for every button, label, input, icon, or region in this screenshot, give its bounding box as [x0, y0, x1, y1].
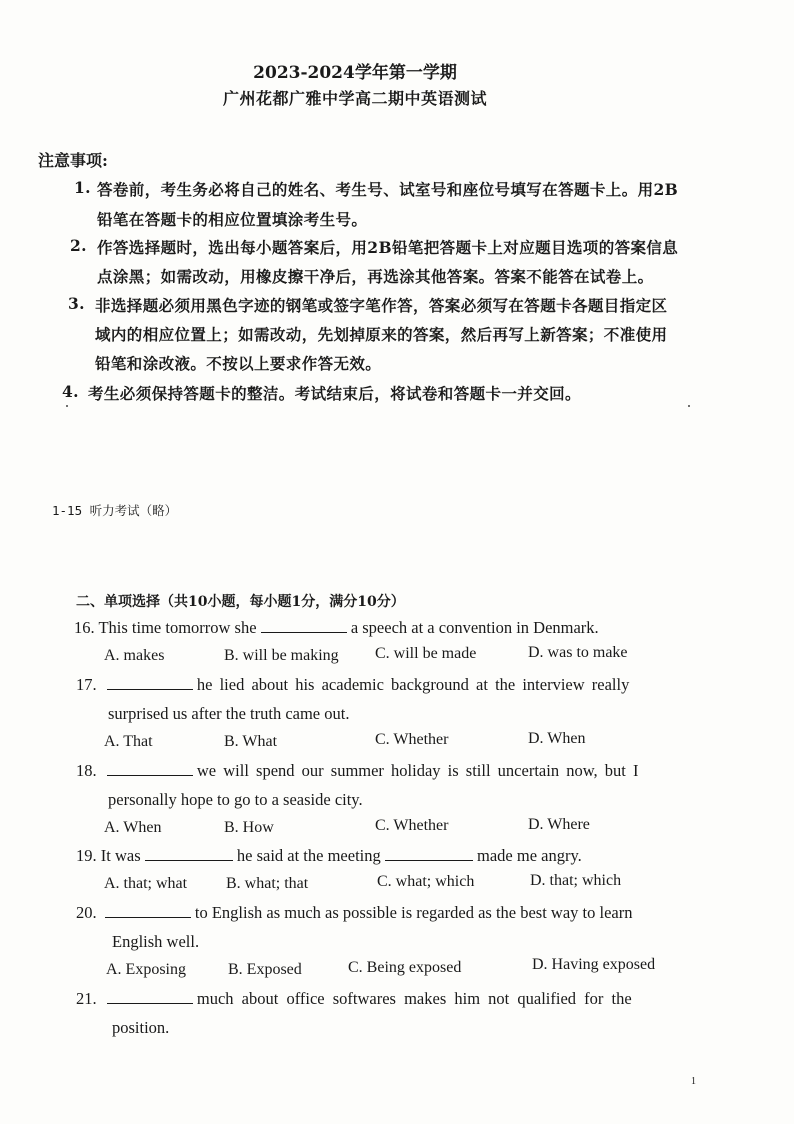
question-text: It was	[100, 846, 141, 865]
option-c: C. what; which	[377, 873, 475, 890]
question-number: 16.	[74, 618, 95, 637]
question-21	[76, 989, 632, 1009]
option-b: B. what; that	[226, 875, 309, 892]
question-18-line-2: personally hope to go to a seaside city.	[108, 790, 363, 809]
scan-speck	[66, 405, 68, 407]
answer-blank	[145, 846, 233, 861]
option-b: B. Exposed	[228, 961, 302, 978]
option-a: A. that; what	[104, 875, 188, 892]
answer-blank	[261, 618, 347, 633]
question-number: 19.	[76, 846, 97, 865]
notice-item-3-line-1: 非选择题必须用黑色字迹的钢笔或签字笔作答，答案必须写在答题卡各题目指定区	[95, 296, 668, 315]
question-17	[76, 675, 629, 695]
notice-item-3-line-3: 铅笔和涂改液。不按以上要求作答无效。	[95, 354, 382, 373]
question-16	[74, 618, 599, 638]
question-text: made me angry.	[477, 846, 582, 865]
option-b: B. How	[224, 819, 274, 836]
option-d: D. When	[528, 730, 586, 747]
option-c: C. Whether	[375, 817, 449, 834]
answer-blank	[385, 846, 473, 861]
question-text: he lied about his academic background at the interview really	[196, 675, 630, 694]
answer-blank	[107, 675, 193, 690]
question-text: to English as much as possible is regarded as the best way to learn	[194, 903, 633, 922]
question-19	[76, 846, 582, 866]
section-heading: 二、单项选择（共10小题，每小题1分，满分10分）	[76, 594, 405, 610]
option-a: A. When	[104, 819, 162, 836]
question-21-line-2: position.	[112, 1018, 170, 1037]
scan-speck	[688, 405, 690, 407]
listening-note: 1-15 听力考试（略）	[52, 503, 178, 518]
notice-item-2-line-1: 作答选择题时，选出每小题答案后，用2B铅笔把答题卡上对应题目选项的答案信息	[97, 238, 679, 257]
option-c: C. Whether	[375, 731, 449, 748]
page-number: 1	[691, 1076, 696, 1087]
option-a: A. Exposing	[106, 961, 186, 978]
question-number: 17.	[76, 675, 97, 694]
option-d: D. was to make	[528, 644, 628, 661]
option-b: B. What	[224, 733, 278, 750]
notice-item-2-line-2: 点涂黑；如需改动，用橡皮擦干净后，再选涂其他答案。答案不能答在试卷上。	[97, 267, 654, 286]
question-text: This time tomorrow she	[98, 618, 257, 637]
notice-item-1-line-1: 答卷前，考生务必将自己的姓名、考生号、试室号和座位号填写在答题卡上。用2B	[97, 180, 679, 199]
exam-year-title: 2023-2024学年第一学期	[253, 63, 457, 83]
question-text: much about office softwares makes him not qualified for the	[196, 989, 632, 1008]
question-18	[76, 761, 639, 781]
question-17-line-2: surprised us after the truth came out.	[108, 704, 350, 723]
question-text: a speech at a convention in Denmark.	[350, 618, 599, 637]
question-number: 18.	[76, 761, 97, 780]
option-c: C. Being exposed	[348, 959, 462, 976]
answer-blank	[105, 903, 191, 918]
notice-item-2-number: 2.	[70, 236, 87, 255]
question-20-line-2: English well.	[112, 932, 200, 951]
option-a: A. That	[104, 733, 153, 750]
question-text: he said at the meeting	[236, 846, 381, 865]
answer-blank	[107, 761, 193, 776]
question-20	[76, 903, 632, 923]
option-b: B. will be making	[224, 647, 339, 664]
notice-heading: 注意事项:	[38, 151, 108, 170]
question-text: we will spend our summer holiday is still uncertain now, but I	[196, 761, 639, 780]
question-number: 21.	[76, 989, 97, 1008]
notice-item-4-number: 4.	[62, 382, 79, 401]
notice-item-4-line-1: 考生必须保持答题卡的整洁。考试结束后，将试卷和答题卡一并交回。	[88, 384, 581, 403]
notice-item-1-line-2: 铅笔在答题卡的相应位置填涂考生号。	[97, 210, 368, 229]
option-d: D. Having exposed	[532, 956, 656, 973]
answer-blank	[107, 989, 193, 1004]
notice-item-1-number: 1.	[74, 178, 91, 197]
option-d: D. Where	[528, 816, 590, 833]
notice-item-3-line-2: 域内的相应位置上；如需改动，先划掉原来的答案，然后再写上新答案；不准使用	[95, 325, 668, 344]
option-a: A. makes	[104, 647, 165, 664]
notice-item-3-number: 3.	[68, 294, 85, 313]
question-number: 20.	[76, 903, 97, 922]
option-d: D. that; which	[530, 872, 622, 889]
exam-title: 广州花都广雅中学高二期中英语测试	[222, 89, 487, 108]
option-c: C. will be made	[375, 645, 477, 662]
